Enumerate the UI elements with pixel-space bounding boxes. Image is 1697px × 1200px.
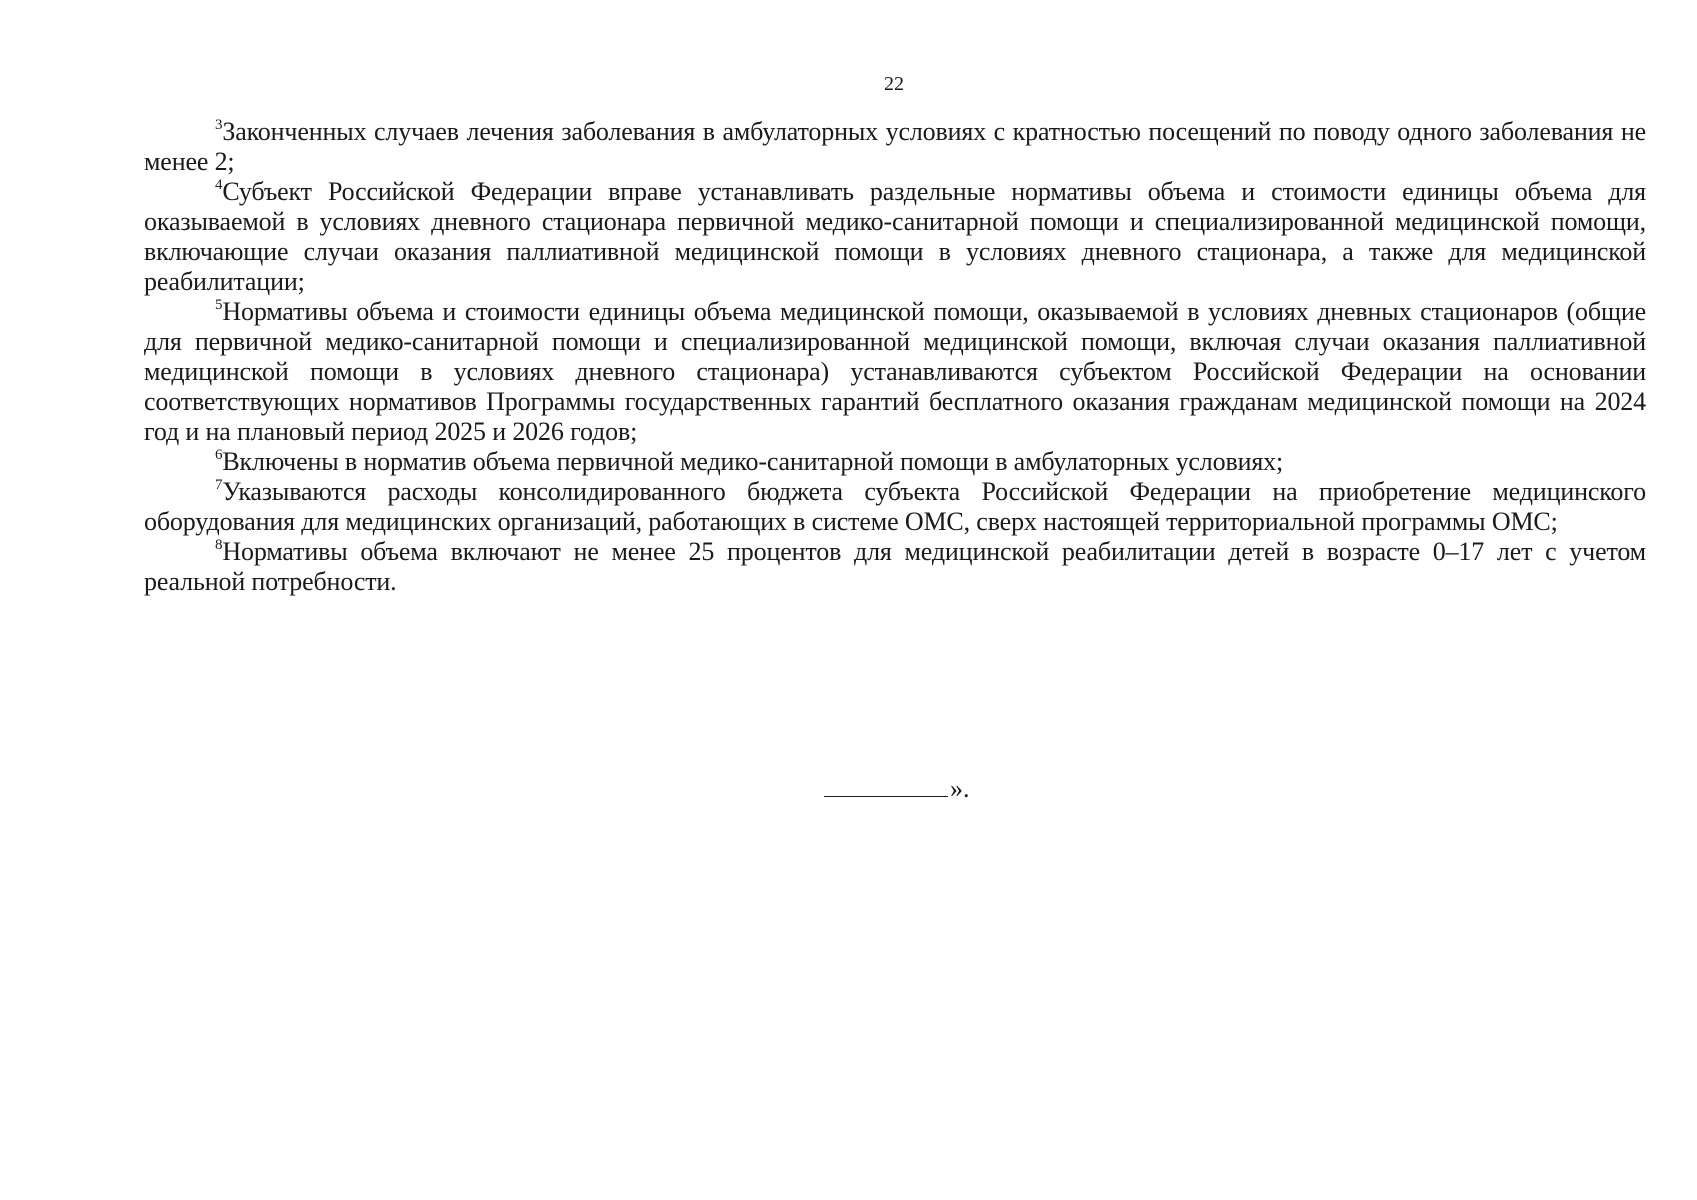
page-number: 22 <box>884 73 904 95</box>
footnote-8 <box>144 537 1646 597</box>
footnote-mark: 3 <box>215 117 223 134</box>
footnote-mark: 7 <box>215 477 223 494</box>
footnote-6 <box>144 447 1646 477</box>
closing-underline <box>824 774 948 797</box>
footnote-mark: 5 <box>215 297 223 314</box>
footnote-5 <box>144 297 1646 447</box>
footnote-mark: 4 <box>215 177 223 194</box>
footnote-mark: 6 <box>215 447 223 464</box>
footnote-text: Включены в норматив объема первичной медико-санитарной помощи в амбулаторных условиях; <box>222 447 1284 476</box>
footnote-text: Нормативы объема включают не менее 25 процентов для медицинской реабилитации детей в возрасте 0–17 лет с учетом реальной потребности. <box>144 537 1646 596</box>
footnote-text: Субъект Российской Федерации вправе устанавливать раздельные нормативы объема и стоимости единицы объема для оказываемой в условиях дневного стационара первичной медико-санитарной помощи и специализированной медицинской помощи, включающие случаи оказания паллиативной медицинской помощи в условиях дневного стационара, а также для медицинской реабилитации; <box>144 177 1646 296</box>
footnote-3 <box>144 117 1646 177</box>
footnote-7 <box>144 477 1646 537</box>
closing-quote: ». <box>950 774 970 803</box>
footnote-text: Указываются расходы консолидированного бюджета субъекта Российской Федерации на приобретение медицинского оборудования для медицинских организаций, работающих в системе ОМС, сверх настоящей территориальной программы ОМС; <box>144 477 1646 536</box>
closing-line <box>824 774 970 804</box>
footnote-text: Нормативы объема и стоимости единицы объема медицинской помощи, оказываемой в условиях дневных стационаров (общие для первичной медико-санитарной помощи и специализированной медицинской помощи, включая случаи оказания паллиативной медицинской помощи в условиях дневного стационара) устанавливаются субъектом Российской Федерации на основании соответствующих нормативов Программы государственных гарантий бесплатного оказания гражданам медицинской помощи на 2024 год и на плановый период 2025 и 2026 годов; <box>144 297 1646 446</box>
footnotes-block <box>144 117 1646 597</box>
footnote-text: Законченных случаев лечения заболевания в амбулаторных условиях с кратностью посещений по поводу одного заболевания не менее 2; <box>144 117 1646 176</box>
footnote-mark: 8 <box>215 537 223 554</box>
footnote-4 <box>144 177 1646 297</box>
